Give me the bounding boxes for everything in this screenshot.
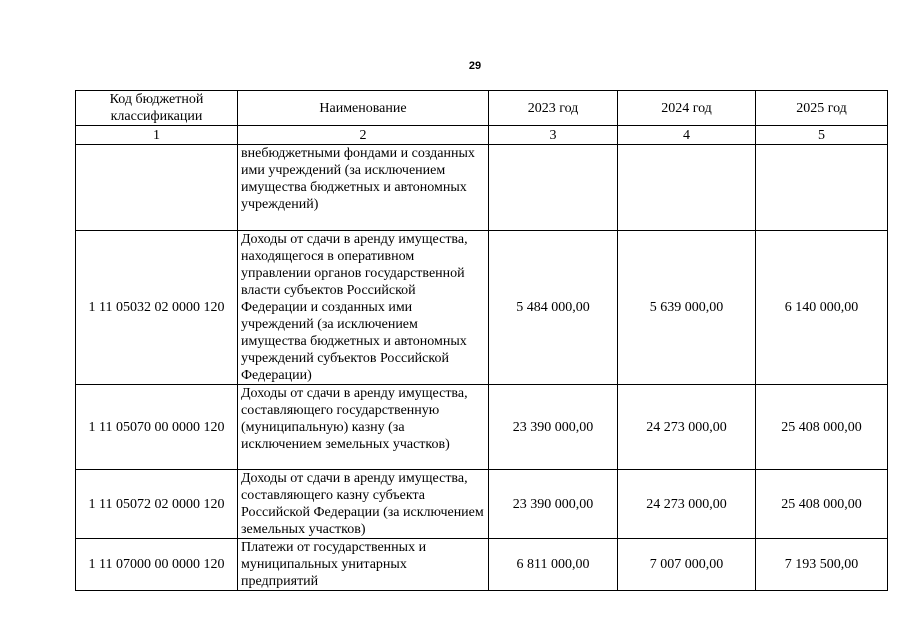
row-value-2024: 24 273 000,00 [618, 385, 756, 470]
row-code [76, 145, 238, 231]
row-value-2025: 25 408 000,00 [756, 385, 888, 470]
row-value-2025: 25 408 000,00 [756, 470, 888, 539]
table-row [76, 539, 888, 591]
row-code: 1 11 05072 02 0000 120 [76, 470, 238, 539]
row-value-2023: 23 390 000,00 [489, 470, 618, 539]
row-value-2024: 5 639 000,00 [618, 231, 756, 385]
row-code: 1 11 07000 00 0000 120 [76, 539, 238, 591]
row-name: Доходы от сдачи в аренду имущества, составляющего казну субъекта Российской Федерации (за исключением земельных участков) [238, 470, 489, 539]
column-number: 3 [489, 126, 618, 145]
header-2025: 2025 год [756, 91, 888, 126]
header-2024: 2024 год [618, 91, 756, 126]
column-number: 5 [756, 126, 888, 145]
column-number-row [76, 126, 888, 145]
row-name: внебюджетными фондами и созданных ими учреждений (за исключением имущества бюджетных и автономных учреждений) [238, 145, 489, 231]
header-name: Наименование [238, 91, 489, 126]
header-code: Код бюджетной классификации [76, 91, 238, 126]
column-number: 1 [76, 126, 238, 145]
row-value-2025 [756, 145, 888, 231]
table-row [76, 470, 888, 539]
table-row [76, 145, 888, 231]
budget-table [75, 90, 888, 591]
row-value-2023 [489, 145, 618, 231]
row-value-2024: 24 273 000,00 [618, 470, 756, 539]
column-number: 4 [618, 126, 756, 145]
row-value-2025: 7 193 500,00 [756, 539, 888, 591]
table-header-row [76, 91, 888, 126]
row-value-2023: 6 811 000,00 [489, 539, 618, 591]
row-value-2024: 7 007 000,00 [618, 539, 756, 591]
row-code: 1 11 05032 02 0000 120 [76, 231, 238, 385]
row-name: Доходы от сдачи в аренду имущества, составляющего государственную (муниципальную) казну (за исключением земельных участков) [238, 385, 489, 470]
row-value-2024 [618, 145, 756, 231]
column-number: 2 [238, 126, 489, 145]
row-value-2023: 23 390 000,00 [489, 385, 618, 470]
header-2023: 2023 год [489, 91, 618, 126]
table-row [76, 231, 888, 385]
row-value-2025: 6 140 000,00 [756, 231, 888, 385]
row-value-2023: 5 484 000,00 [489, 231, 618, 385]
row-name: Доходы от сдачи в аренду имущества, находящегося в оперативном управлении органов государственной власти субъектов Российской Федерации и созданных ими учреждений (за исключением имущества бюджетных и автономных учреждений субъектов Российской Федерации) [238, 231, 489, 385]
row-name: Платежи от государственных и муниципальных унитарных предприятий [238, 539, 489, 591]
row-code: 1 11 05070 00 0000 120 [76, 385, 238, 470]
table-row [76, 385, 888, 470]
page-number: 29 [468, 60, 482, 72]
